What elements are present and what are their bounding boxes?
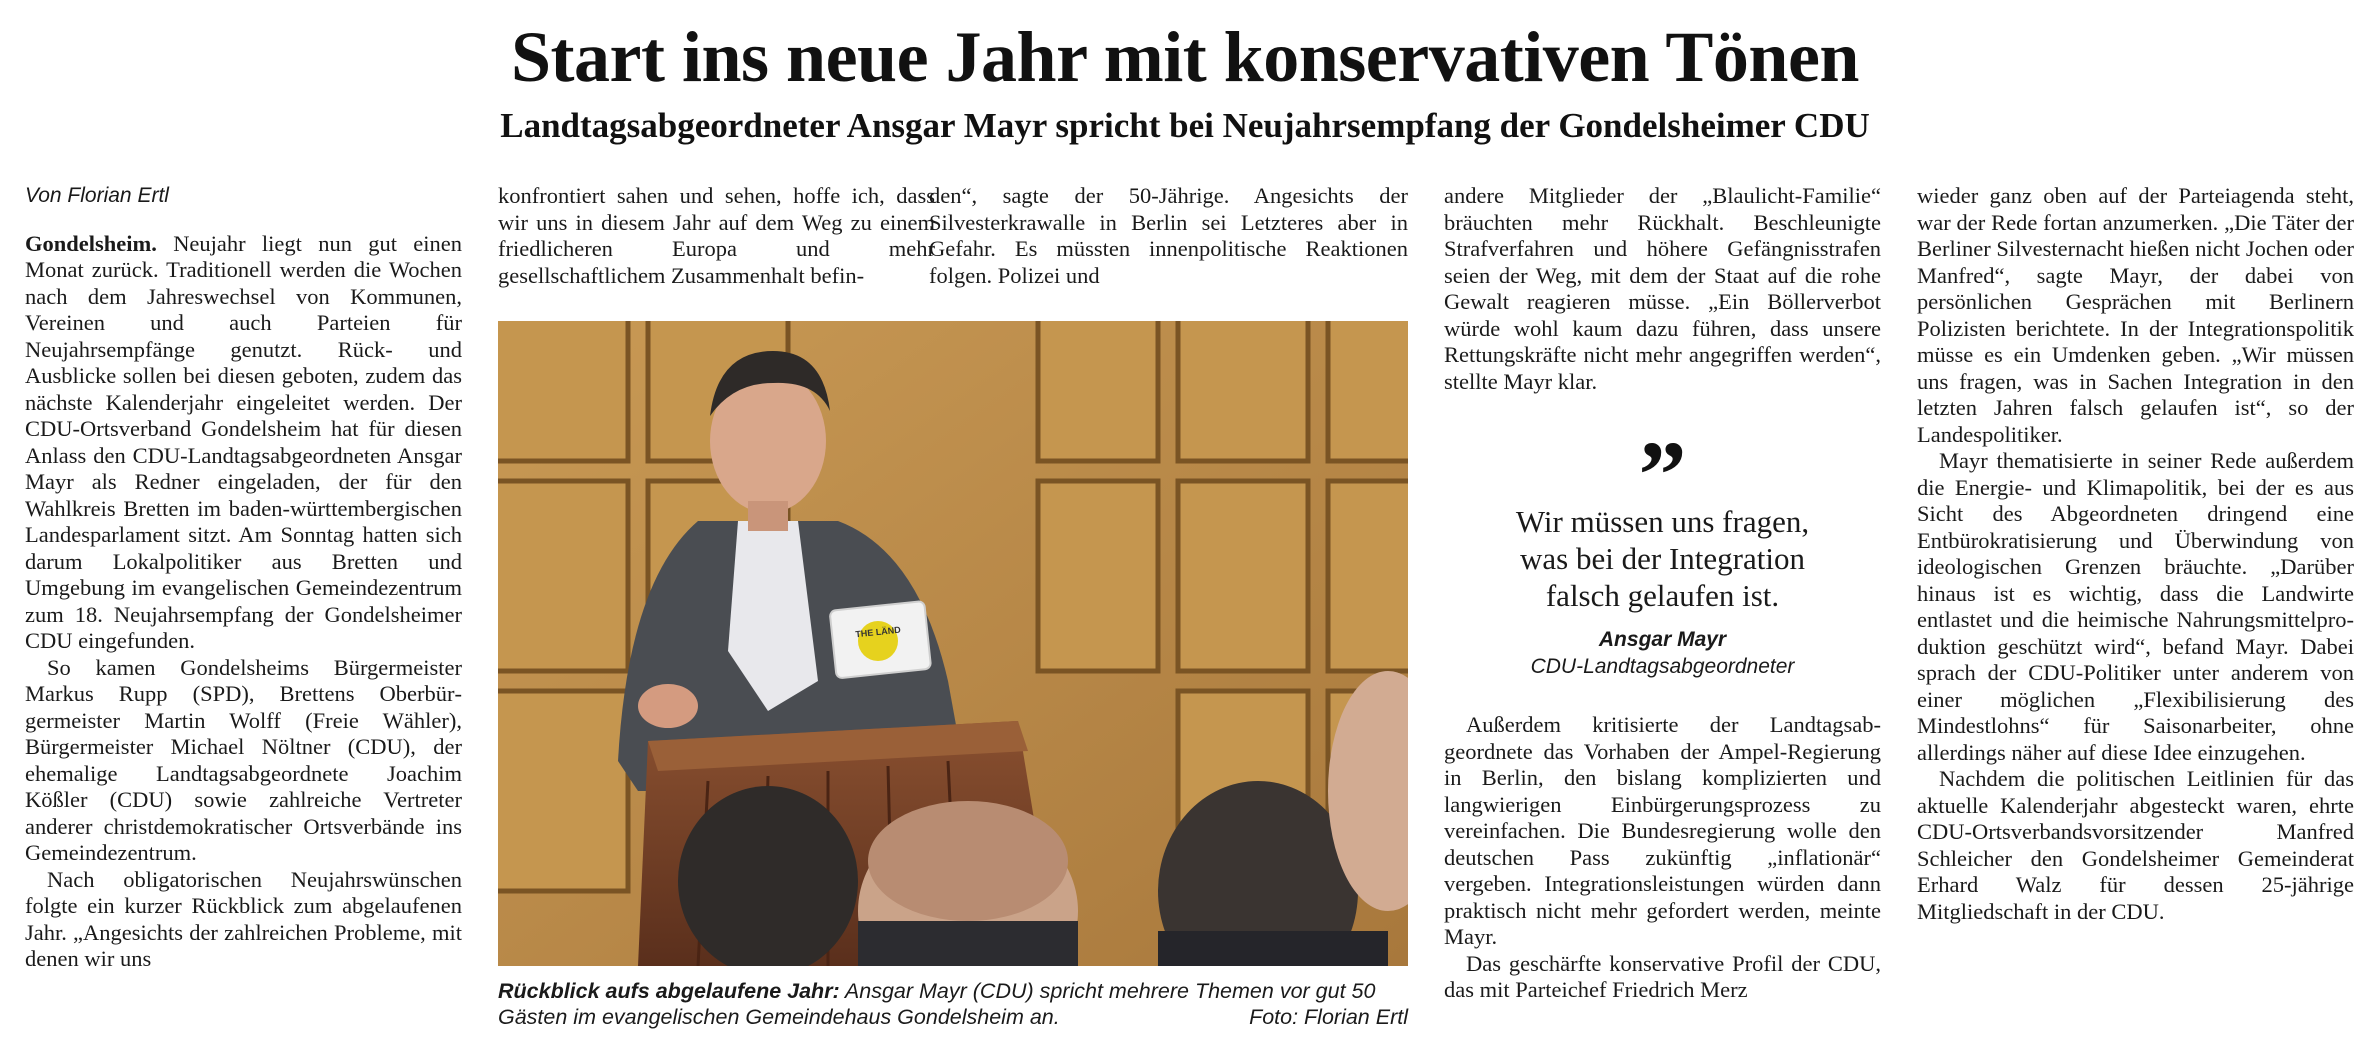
paragraph: So kamen Gondelsheims Bürgermeister Markus Rupp (SPD), Brettens Oberbürgermeister Martin Wolff (Freie Wähler), Bürgermeister Michael Nöltner (CDU), der ehemalige Landtagsabgeordnete Joachim Kößler (CDU) sowie zahlreiche Vertreter anderer christdemokratischer Ortsverbände ins Gemeindezentrum. xyxy=(25,654,462,865)
caption-lead: Rückblick aufs abgelaufene Jahr: xyxy=(498,979,840,1003)
caption-text: Ansgar Mayr (CDU) spricht mehrere Themen vor gut 50 Gästen im evangelischen Gemeindehaus Gondelsheim an. xyxy=(498,979,1376,1029)
photo-credit: Foto: Florian Ertl xyxy=(1249,1005,1408,1029)
quote-author: Ansgar Mayr xyxy=(1598,628,1727,651)
paragraph xyxy=(25,231,462,655)
article-column-4-continued xyxy=(1444,712,1881,1004)
quote-line: was bei der Integration xyxy=(1520,541,1805,576)
quote-line: falsch gelaufen ist. xyxy=(1545,578,1780,613)
quote-mark-icon: ” xyxy=(1638,421,1687,528)
paragraph: den“, sagte der 50-Jährige. Angesichts der Silvesterkrawalle in Berlin sei Letzteres aber in Gefahr. Es müssten innenpolitische Reaktionen folgen. Polizei und xyxy=(929,183,1408,288)
article-photo xyxy=(498,321,1408,966)
paragraph: Nach obligatorischen Neujahrswünschen folgte ein kurzer Rückblick zum abgelaufenen Jahr. „Angesichts der zahlreichen Probleme, mit denen wir uns xyxy=(25,866,462,971)
paragraph: Das geschärfte konservative Profil der CDU, das mit Parteichef Friedrich Merz xyxy=(1444,950,1881,1002)
quote-text xyxy=(1444,503,1881,614)
dateline: Gondelsheim. xyxy=(25,230,157,256)
quote-role: CDU-Landtagsabgeordneter xyxy=(1530,655,1795,678)
pull-quote xyxy=(1444,421,1881,680)
subheadline: Landtagsabgeordneter Ansgar Mayr spricht bei Neujahrsempfang der Gondelsheimer CDU xyxy=(500,106,1870,145)
article-column-4 xyxy=(1444,183,1881,395)
paragraph: wieder ganz oben auf der Parteiagenda steht, war der Rede fortan anzumerken. „Die Täter der Berliner Silvesternacht hießen nicht Jochen oder Manfred“, sagte Mayr, der dabei von persönlichen Gesprächen mit Berlinern Polizisten berichtete. In der Integrationspolitik müsse es ein Umdenken geben. „Wir müssen uns fragen, was in Sachen Integration in den letzten Jahren falsch gelaufen ist“, so der Landespolitiker. xyxy=(1917,183,2354,447)
paragraph: Mayr thematisierte in seiner Rede außerdem die Energie- und Klimapolitik, bei der es aus Sicht des Abgeordneten dringend eine Entbürokratisierung und Überwindung von ideologischen Grenzen bräuchte. „Darüber hinaus ist es wichtig, dass die Landwirte entlastet und die heimische Nahrungsmittelproduktion geschützt wird“, befand Mayr. Dabei sprach der CDU-Politiker unter anderem von einer möglichen „Flexibilisierung des Mindestlohns“ für Saisonarbeiter, ohne allerdings näher auf diese Idee einzugehen. xyxy=(1917,448,2354,765)
photo-caption xyxy=(498,978,1408,1030)
byline: Von Florian Ertl xyxy=(25,184,169,207)
article-column-5 xyxy=(1917,183,2354,925)
quote-line: Wir müssen uns fragen, xyxy=(1515,504,1810,539)
headline: Start ins neue Jahr mit konservativen Tönen xyxy=(511,17,1859,97)
lectern-sign-label: THE LÄND xyxy=(854,624,902,640)
speaker-photo-illustration xyxy=(498,321,1408,966)
article-column-1 xyxy=(25,183,462,973)
paragraph: andere Mitglieder der „Blaulicht-Familie“ bräuchten mehr Rückhalt. Beschleunigte Strafverfahren und höhere Gefängnisstrafen seien der Weg, mit dem der Staat auf die rohe Gewalt reagieren müsse. „Ein Böllerverbot würde wohl kaum dazu führen, dass unsere Rettungskräfte nicht mehr angegriffen werden“, stellte Mayr klar. xyxy=(1444,183,1881,394)
article-column-3 xyxy=(929,183,1408,289)
paragraph: konfrontiert sahen und sehen, hoffe ich, dass wir uns in diesem Jahr auf dem Weg zu einem friedlicheren Europa und mehr gesellschaftlichem Zusammenhalt befin- xyxy=(498,183,935,288)
paragraph: Nachdem die politischen Leitlinien für das aktuelle Kalenderjahr abgesteckt waren, ehrte CDU-Ortsverbandsvorsitzender Manfred Schleicher den Gondelsheimer Gemeinderat Erhard Walz für dessen 25-jährige Mitgliedschaft in der CDU. xyxy=(1917,766,2354,924)
article-column-2 xyxy=(498,183,935,289)
paragraph: Außerdem kritisierte der Landtagsabgeordnete das Vorhaben der Ampel-Regierung in Berlin, den bislang komplizierten und langwierigen Einbürgerungsprozess zu vereinfachen. Die Bundesregierung wolle den deutschen Pass zukünftig „inflationär“ vergeben. Integrationsleistungen würden dann praktisch nicht mehr gefordert werden, meinte Mayr. xyxy=(1444,712,1881,949)
paragraph-text: Neujahr liegt nun gut einen Monat zurück. Traditionell werden die Wochen nach dem Jahreswechsel von Kommunen, Vereinen und auch Parteien für Neujahrsempfänge genutzt. Rück- und Ausblicke sollen bei diesen geboten, zudem das nächste Kalenderjahr eingeleitet werden. Der CDU-Ortsverband Gondelsheim hat für diesen Anlass den CDU-Landtagsabgeordneten Ansgar Mayr als Redner eingeladen, der für den Wahlkreis Bretten im baden-württembergischen Landesparlament sitzt. Am Sonntag hatten sich darum Lokalpolitiker aus Bretten und Umgebung im evangelischen Gemeindezentrum zum 18. Neujahrsempfang der Gondelsheimer CDU eingefunden. xyxy=(25,230,462,653)
